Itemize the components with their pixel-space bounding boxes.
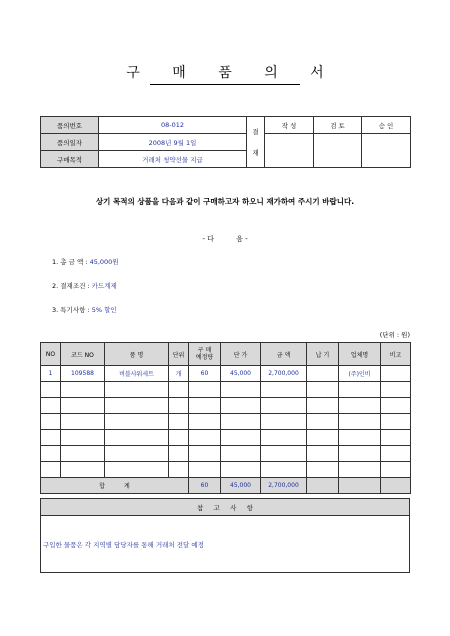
- cell-due: [307, 366, 339, 382]
- cell-no: 1: [41, 366, 61, 382]
- info-value: 거래처 청약선물 지급: [99, 151, 247, 168]
- total-label: 합 계: [41, 478, 189, 494]
- empty-cell[interactable]: [381, 446, 411, 462]
- unit-note: (단위 : 원): [379, 331, 410, 339]
- empty-cell[interactable]: [339, 430, 381, 446]
- approval-label: [247, 117, 265, 168]
- empty-cell[interactable]: [221, 430, 261, 446]
- header-cell: 단위: [169, 343, 189, 366]
- empty-cell[interactable]: [189, 430, 221, 446]
- table-row-empty: [41, 414, 411, 430]
- cell-amount: 2,700,000: [261, 366, 307, 382]
- empty-cell[interactable]: [221, 382, 261, 398]
- empty-cell[interactable]: [105, 430, 169, 446]
- condition-value: 5% 할인: [91, 306, 117, 314]
- empty-cell[interactable]: [307, 398, 339, 414]
- approval-sign-write[interactable]: [265, 134, 314, 168]
- empty-cell[interactable]: [61, 430, 105, 446]
- condition-label: 3. 특기사항 :: [52, 306, 90, 314]
- info-value: 08-012: [99, 117, 247, 134]
- empty-cell[interactable]: [381, 398, 411, 414]
- cell-code: 109588: [61, 366, 105, 382]
- header-cell: 비고: [381, 343, 411, 366]
- condition-value: 45,000원: [89, 258, 119, 266]
- total-empty: [381, 478, 411, 494]
- header-cell: 구 매 예정량: [189, 343, 221, 366]
- empty-cell[interactable]: [381, 462, 411, 478]
- empty-cell[interactable]: [61, 462, 105, 478]
- total-empty: [339, 478, 381, 494]
- empty-cell[interactable]: [169, 398, 189, 414]
- approval-label-top: 결: [252, 128, 259, 136]
- reference-table: [40, 498, 410, 573]
- empty-cell[interactable]: [189, 382, 221, 398]
- empty-cell[interactable]: [189, 414, 221, 430]
- empty-cell[interactable]: [189, 446, 221, 462]
- empty-cell[interactable]: [221, 398, 261, 414]
- info-table: [40, 116, 411, 168]
- condition-item: [52, 257, 119, 266]
- condition-item: [52, 281, 117, 290]
- empty-cell[interactable]: [41, 382, 61, 398]
- table-row-empty: [41, 398, 411, 414]
- empty-cell[interactable]: [61, 398, 105, 414]
- info-label: 구매목적: [41, 151, 99, 168]
- empty-cell[interactable]: [221, 462, 261, 478]
- request-statement: 상기 목적의 상품을 다음과 같이 구매하고자 하오니 재가하여 주시기 바랍니다.: [95, 197, 355, 206]
- approval-header-write: 작 성: [265, 117, 314, 134]
- empty-cell[interactable]: [261, 446, 307, 462]
- empty-cell[interactable]: [339, 398, 381, 414]
- empty-cell[interactable]: [261, 414, 307, 430]
- reference-body[interactable]: [41, 516, 410, 573]
- table-row-empty: [41, 382, 411, 398]
- table-row: [41, 366, 411, 382]
- empty-cell[interactable]: [189, 462, 221, 478]
- empty-cell[interactable]: [261, 430, 307, 446]
- empty-cell[interactable]: [105, 462, 169, 478]
- table-row-empty: [41, 462, 411, 478]
- total-amount: 2,700,000: [261, 478, 307, 494]
- empty-cell[interactable]: [307, 414, 339, 430]
- total-row: [41, 478, 411, 494]
- empty-cell[interactable]: [169, 414, 189, 430]
- cell-note: [381, 366, 411, 382]
- empty-cell[interactable]: [261, 462, 307, 478]
- condition-item: [52, 305, 117, 314]
- approval-label-bottom: 재: [252, 149, 259, 157]
- header-cell: 금 액: [261, 343, 307, 366]
- reference-text: 구입한 물품은 각 지역별 담당자를 통해 거래처 전달 예정: [43, 540, 204, 549]
- total-qty: 60: [189, 478, 221, 494]
- empty-cell[interactable]: [381, 382, 411, 398]
- info-value: 2008년 9월 1일: [99, 134, 247, 151]
- title-underline: [150, 84, 300, 85]
- table-row-empty: [41, 446, 411, 462]
- empty-cell[interactable]: [61, 446, 105, 462]
- empty-rows: [41, 382, 411, 478]
- empty-cell[interactable]: [381, 414, 411, 430]
- approval-header-approve: 승 인: [362, 117, 411, 134]
- empty-cell[interactable]: [339, 462, 381, 478]
- empty-cell[interactable]: [61, 414, 105, 430]
- header-cell: 코드 NO: [61, 343, 105, 366]
- approval-sign-review[interactable]: [314, 134, 362, 168]
- empty-cell[interactable]: [169, 382, 189, 398]
- items-table: [40, 342, 411, 494]
- empty-cell[interactable]: [339, 446, 381, 462]
- empty-cell[interactable]: [169, 462, 189, 478]
- approval-sign-approve[interactable]: [362, 134, 411, 168]
- empty-cell[interactable]: [41, 462, 61, 478]
- header-cell: 납 기: [307, 343, 339, 366]
- total-empty: [307, 478, 339, 494]
- empty-cell[interactable]: [307, 462, 339, 478]
- empty-cell[interactable]: [41, 398, 61, 414]
- empty-cell[interactable]: [189, 398, 221, 414]
- empty-cell[interactable]: [105, 414, 169, 430]
- empty-cell[interactable]: [221, 446, 261, 462]
- empty-cell[interactable]: [105, 446, 169, 462]
- empty-cell[interactable]: [261, 382, 307, 398]
- condition-label: 2. 결재조건 :: [52, 282, 90, 290]
- empty-cell[interactable]: [307, 446, 339, 462]
- cell-unit: 개: [169, 366, 189, 382]
- header-cell: 업체명: [339, 343, 381, 366]
- reference-header: 참 고 사 항: [41, 499, 410, 516]
- items-header-row: [41, 343, 411, 366]
- cell-price: 45,000: [221, 366, 261, 382]
- empty-cell[interactable]: [307, 430, 339, 446]
- empty-cell[interactable]: [61, 382, 105, 398]
- empty-cell[interactable]: [339, 414, 381, 430]
- header-cell: NO: [41, 343, 61, 366]
- document-title: 구 매 품 의 서: [126, 65, 338, 81]
- empty-cell[interactable]: [41, 446, 61, 462]
- empty-cell[interactable]: [381, 430, 411, 446]
- cell-name: 버블샤워세트: [105, 366, 169, 382]
- empty-cell[interactable]: [339, 382, 381, 398]
- empty-cell[interactable]: [41, 430, 61, 446]
- condition-value: 카드계제: [91, 282, 117, 290]
- da-eum-heading: - 다 음 -: [202, 235, 248, 243]
- cell-qty: 60: [189, 366, 221, 382]
- approval-header-review: 검 토: [314, 117, 362, 134]
- empty-cell[interactable]: [105, 382, 169, 398]
- table-row-empty: [41, 430, 411, 446]
- condition-label: 1. 총 금 액 :: [52, 258, 88, 266]
- empty-cell[interactable]: [41, 414, 61, 430]
- empty-cell[interactable]: [169, 430, 189, 446]
- empty-cell[interactable]: [261, 398, 307, 414]
- info-label: 품의일자: [41, 134, 99, 151]
- info-label: 품의번호: [41, 117, 99, 134]
- header-cell: 단 가: [221, 343, 261, 366]
- header-cell: 품 명: [105, 343, 169, 366]
- empty-cell[interactable]: [307, 382, 339, 398]
- empty-cell[interactable]: [169, 446, 189, 462]
- total-price: 45,000: [221, 478, 261, 494]
- empty-cell[interactable]: [105, 398, 169, 414]
- cell-vendor: (주)인비: [339, 366, 381, 382]
- empty-cell[interactable]: [221, 414, 261, 430]
